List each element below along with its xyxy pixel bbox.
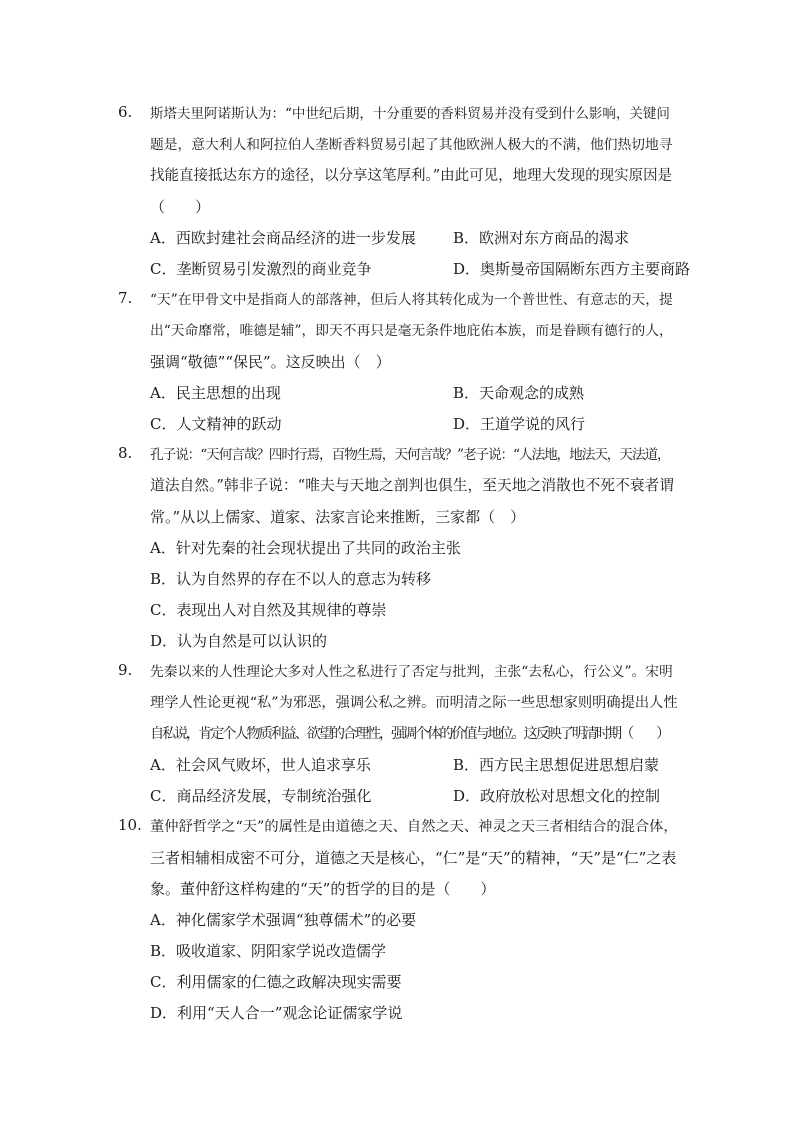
options-row — [150, 227, 678, 258]
question-number: 7. — [118, 289, 133, 307]
question-text-line: 出“天命靡常，唯德是辅”，即天不再只是毫无条件地庇佑本族，而是眷顾有德行的人， — [150, 323, 673, 339]
question-text-line: 自私说，肯定个人物质利益、欲望的合理性，强调个体的价值与地位。这反映了明清时期（ ） — [150, 726, 669, 742]
question-text-line: 董仲舒哲学之“天”的属性是由道德之天、自然之天、神灵之天三者相结合的混合体， — [150, 819, 678, 835]
option-d[interactable]: D．认为自然是可以认识的 — [150, 632, 328, 650]
question-text-line: 常。”从以上儒家、道家、法家言论来推断，三家都（ ） — [150, 508, 526, 526]
question-number: 8. — [118, 444, 133, 462]
option-a[interactable]: A．西欧封建社会商品经济的进一步发展 — [150, 229, 416, 247]
option-b[interactable]: B．吸收道家、阴阳家学说改造儒学 — [150, 942, 387, 960]
options-row — [150, 258, 691, 289]
option-a[interactable]: A．民主思想的出现 — [150, 384, 281, 402]
question-text-line: 三者相辅相成密不可分，道德之天是核心，“仁”是“天”的精神，“天”是“仁”之表 — [150, 849, 677, 867]
option-c[interactable]: C．利用儒家的仁德之政解决现实需要 — [150, 973, 402, 991]
option-b[interactable]: B．认为自然界的存在不以人的意志为转移 — [150, 570, 432, 588]
question-number: 6. — [118, 103, 133, 121]
question-text-line: 象。董仲舒这样构建的“天”的哲学的目的是（ ） — [150, 880, 496, 898]
options-row — [150, 382, 678, 413]
option-d[interactable]: D．奥斯曼帝国隔断东西方主要商路 — [453, 260, 691, 278]
option-d[interactable]: D．政府放松对思想文化的控制 — [453, 787, 661, 805]
option-row — [150, 537, 678, 568]
option-c[interactable]: C．表现出人对自然及其规律的尊崇 — [150, 601, 387, 619]
question-number: 9. — [118, 661, 133, 679]
option-c[interactable]: C．人文精神的跃动 — [150, 415, 282, 433]
option-d[interactable]: D．利用“天人合一”观念论证儒家学说 — [150, 1004, 403, 1022]
option-row — [150, 940, 678, 971]
question-number: 10. — [118, 816, 142, 834]
option-row — [150, 568, 678, 599]
option-d[interactable]: D．王道学说的风行 — [453, 415, 586, 433]
option-c[interactable]: C．商品经济发展，专制统治强化 — [150, 787, 372, 805]
question-text-line: 孔子说：“天何言哉？四时行焉，百物生焉，天何言哉？”老子说：“人法地，地法天，天法道， — [150, 447, 670, 463]
option-b[interactable]: B．欧洲对东方商品的渴求 — [453, 229, 630, 247]
question-text-line: 理学人性论更视“私”为邪恶，强调公私之辨。而明清之际一些思想家则明确提出人性 — [150, 695, 678, 711]
option-row — [150, 909, 678, 940]
option-a[interactable]: A．针对先秦的社会现状提出了共同的政治主张 — [150, 539, 461, 557]
question-text-line: 道法自然。”韩非子说：“唯夫与天地之剖判也俱生，至天地之消散也不死不衰者谓 — [150, 477, 674, 494]
options-row — [150, 413, 678, 444]
answer-blank: （ ） — [150, 198, 211, 216]
option-b[interactable]: B．天命观念的成熟 — [453, 384, 585, 402]
question-text-line: 题是，意大利人和阿拉伯人垄断香料贸易引起了其他欧洲人极大的不满，他们热切地寻 — [150, 137, 673, 153]
options-row — [150, 785, 678, 816]
option-c[interactable]: C．垄断贸易引发激烈的商业竞争 — [150, 260, 372, 278]
question-text-line: “天”在甲骨文中是指商人的部落神，但后人将其转化成为一个普世性、有意志的天，提 — [150, 292, 673, 308]
option-a[interactable]: A．神化儒家学术强调“独尊儒术”的必要 — [150, 911, 417, 929]
option-a[interactable]: A．社会风气败坏，世人追求享乐 — [150, 756, 371, 774]
option-b[interactable]: B．西方民主思想促进思想启蒙 — [453, 756, 660, 774]
option-row — [150, 971, 678, 1002]
question-text-line: 斯塔夫里阿诺斯认为：“中世纪后期，十分重要的香料贸易并没有受到什么影响，关键问 — [150, 106, 670, 122]
option-row — [150, 1002, 678, 1033]
option-row — [150, 630, 678, 661]
question-text-line: 先秦以来的人性理论大多对人性之私进行了否定与批判，主张“去私心，行公义”。宋明 — [150, 664, 673, 680]
question-text-line: 强调“敬德”“保民”。这反映出（ ） — [150, 353, 391, 371]
options-row — [150, 754, 678, 785]
question-text-line: 找能直接抵达东方的途径，以分享这笔厚利。”由此可见，地理大发现的现实原因是 — [150, 168, 673, 184]
option-row — [150, 599, 678, 630]
